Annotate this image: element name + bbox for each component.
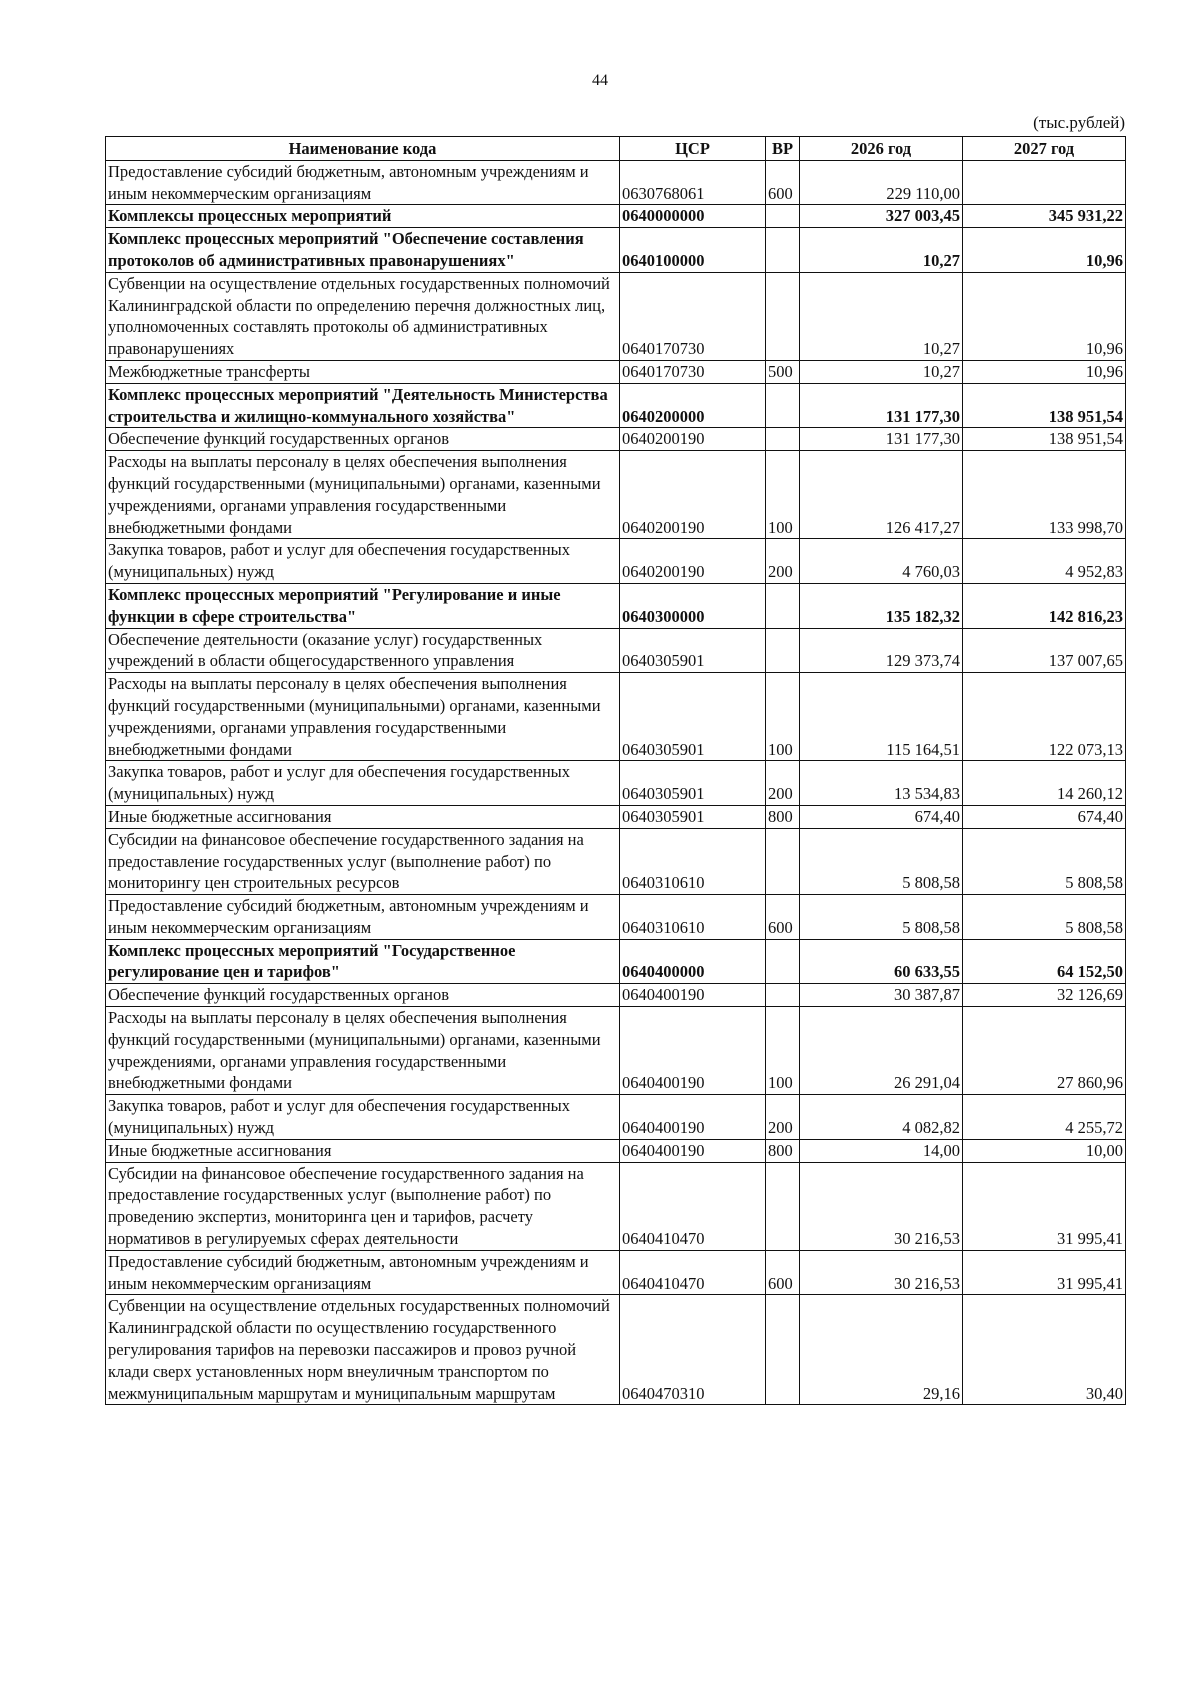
- cell-csr: 0640200190: [620, 539, 766, 584]
- cell-2027: 137 007,65: [963, 628, 1126, 673]
- cell-name: Расходы на выплаты персоналу в целях обеспечения выполнения функций государственными (муниципальными) органами, казенными учреждениями, органами управления государственными внебюджетными фондами: [106, 451, 620, 539]
- cell-csr: 0640000000: [620, 205, 766, 228]
- table-row: [106, 428, 1126, 451]
- cell-csr: 0640470310: [620, 1295, 766, 1405]
- cell-csr: 0640200190: [620, 428, 766, 451]
- cell-2026: 30 387,87: [800, 984, 963, 1007]
- cell-vr: 100: [766, 451, 800, 539]
- cell-csr: 0640410470: [620, 1162, 766, 1250]
- cell-2026: 60 633,55: [800, 939, 963, 984]
- cell-2027: 10,96: [963, 228, 1126, 273]
- cell-name: Субвенции на осуществление отдельных государственных полномочий Калининградской области по осуществлению государственного регулирования тарифов на перевозки пассажиров и провоз ручной клади сверх установленных норм внеуличным транспортом по межмуниципальным маршрутам и муниципальным маршрутам: [106, 1295, 620, 1405]
- cell-2027: 64 152,50: [963, 939, 1126, 984]
- cell-vr: [766, 272, 800, 360]
- table-row: [106, 984, 1126, 1007]
- cell-name: Комплекс процессных мероприятий "Регулирование и иные функции в сфере строительства": [106, 583, 620, 628]
- cell-2026: 327 003,45: [800, 205, 963, 228]
- cell-2027: 14 260,12: [963, 761, 1126, 806]
- cell-vr: 200: [766, 1095, 800, 1140]
- cell-name: Закупка товаров, работ и услуг для обеспечения государственных (муниципальных) нужд: [106, 1095, 620, 1140]
- cell-2027: 674,40: [963, 805, 1126, 828]
- cell-2027: 32 126,69: [963, 984, 1126, 1007]
- table-row: [106, 761, 1126, 806]
- cell-vr: 800: [766, 1139, 800, 1162]
- cell-name: Предоставление субсидий бюджетным, автономным учреждениям и иным некоммерческим организациям: [106, 895, 620, 940]
- cell-2026: 10,27: [800, 360, 963, 383]
- cell-vr: 200: [766, 539, 800, 584]
- cell-name: Обеспечение функций государственных органов: [106, 984, 620, 1007]
- cell-2026: 126 417,27: [800, 451, 963, 539]
- cell-2026: 674,40: [800, 805, 963, 828]
- cell-name: Субсидии на финансовое обеспечение государственного задания на предоставление государственных услуг (выполнение работ) по мониторингу цен строительных ресурсов: [106, 828, 620, 894]
- cell-vr: 500: [766, 360, 800, 383]
- cell-vr: [766, 428, 800, 451]
- table-row: [106, 1095, 1126, 1140]
- cell-2026: 10,27: [800, 228, 963, 273]
- table-row: [106, 1007, 1126, 1095]
- cell-csr: 0640170730: [620, 272, 766, 360]
- table-row: [106, 895, 1126, 940]
- cell-csr: 0640305901: [620, 761, 766, 806]
- cell-2026: 129 373,74: [800, 628, 963, 673]
- cell-name: Предоставление субсидий бюджетным, автономным учреждениям и иным некоммерческим организациям: [106, 160, 620, 205]
- header-2027: 2027 год: [963, 137, 1126, 161]
- table-row: [106, 1162, 1126, 1250]
- table-row: [106, 272, 1126, 360]
- cell-2027: 4 952,83: [963, 539, 1126, 584]
- cell-csr: 0640400190: [620, 984, 766, 1007]
- cell-csr: 0640310610: [620, 895, 766, 940]
- cell-2026: 5 808,58: [800, 828, 963, 894]
- cell-name: Обеспечение функций государственных органов: [106, 428, 620, 451]
- budget-table: [105, 136, 1126, 1405]
- table-row: [106, 160, 1126, 205]
- table-row: [106, 383, 1126, 428]
- cell-name: Субсидии на финансовое обеспечение государственного задания на предоставление государственных услуг (выполнение работ) по проведению экспертиз, мониторинга цен и тарифов, расчету нормативов в регулируемых сферах деятельности: [106, 1162, 620, 1250]
- table-row: [106, 628, 1126, 673]
- cell-name: Комплексы процессных мероприятий: [106, 205, 620, 228]
- table-row: [106, 828, 1126, 894]
- cell-vr: [766, 1162, 800, 1250]
- table-header-row: [106, 137, 1126, 161]
- units-label: (тыс.рублей): [1033, 113, 1125, 132]
- cell-name: Субвенции на осуществление отдельных государственных полномочий Калининградской области по определению перечня должностных лиц, уполномоченных составлять протоколы об административных правонарушениях: [106, 272, 620, 360]
- cell-csr: 0640400190: [620, 1139, 766, 1162]
- header-vr: ВР: [766, 137, 800, 161]
- table-row: [106, 228, 1126, 273]
- cell-2027: 142 816,23: [963, 583, 1126, 628]
- cell-vr: [766, 228, 800, 273]
- table-row: [106, 1295, 1126, 1405]
- cell-csr: 0640305901: [620, 628, 766, 673]
- cell-csr: 0640400000: [620, 939, 766, 984]
- cell-2026: 10,27: [800, 272, 963, 360]
- cell-vr: [766, 828, 800, 894]
- table-row: [106, 360, 1126, 383]
- cell-2026: 135 182,32: [800, 583, 963, 628]
- cell-csr: 0640400190: [620, 1095, 766, 1140]
- cell-2027: 31 995,41: [963, 1162, 1126, 1250]
- cell-name: Комплекс процессных мероприятий "Государственное регулирование цен и тарифов": [106, 939, 620, 984]
- cell-2027: 5 808,58: [963, 828, 1126, 894]
- header-name: Наименование кода: [106, 137, 620, 161]
- cell-2027: 10,96: [963, 272, 1126, 360]
- cell-vr: 100: [766, 673, 800, 761]
- cell-2027: 5 808,58: [963, 895, 1126, 940]
- cell-name: Комплекс процессных мероприятий "Деятельность Министерства строительства и жилищно-коммунального хозяйства": [106, 383, 620, 428]
- cell-2027: 138 951,54: [963, 428, 1126, 451]
- cell-2026: 229 110,00: [800, 160, 963, 205]
- cell-csr: 0640300000: [620, 583, 766, 628]
- cell-csr: 0640310610: [620, 828, 766, 894]
- cell-2027: 27 860,96: [963, 1007, 1126, 1095]
- cell-2027: 133 998,70: [963, 451, 1126, 539]
- cell-vr: 600: [766, 1250, 800, 1295]
- cell-2027: [963, 160, 1126, 205]
- cell-2026: 4 082,82: [800, 1095, 963, 1140]
- cell-csr: 0640200000: [620, 383, 766, 428]
- cell-2026: 5 808,58: [800, 895, 963, 940]
- cell-vr: 600: [766, 895, 800, 940]
- cell-name: Закупка товаров, работ и услуг для обеспечения государственных (муниципальных) нужд: [106, 539, 620, 584]
- cell-csr: 0640305901: [620, 673, 766, 761]
- cell-csr: 0640305901: [620, 805, 766, 828]
- cell-vr: [766, 939, 800, 984]
- cell-2027: 31 995,41: [963, 1250, 1126, 1295]
- cell-vr: 800: [766, 805, 800, 828]
- cell-name: Закупка товаров, работ и услуг для обеспечения государственных (муниципальных) нужд: [106, 761, 620, 806]
- cell-csr: 0640100000: [620, 228, 766, 273]
- cell-2026: 26 291,04: [800, 1007, 963, 1095]
- cell-csr: 0640200190: [620, 451, 766, 539]
- cell-vr: [766, 383, 800, 428]
- cell-2026: 13 534,83: [800, 761, 963, 806]
- cell-2027: 30,40: [963, 1295, 1126, 1405]
- table-body: [106, 160, 1126, 1405]
- cell-2026: 14,00: [800, 1139, 963, 1162]
- table-row: [106, 673, 1126, 761]
- cell-2026: 115 164,51: [800, 673, 963, 761]
- cell-name: Комплекс процессных мероприятий "Обеспечение составления протоколов об административных правонарушениях": [106, 228, 620, 273]
- cell-2027: 138 951,54: [963, 383, 1126, 428]
- cell-name: Предоставление субсидий бюджетным, автономным учреждениям и иным некоммерческим организациям: [106, 1250, 620, 1295]
- page-number: 44: [592, 72, 608, 89]
- table-row: [106, 583, 1126, 628]
- table-row: [106, 1250, 1126, 1295]
- table-row: [106, 539, 1126, 584]
- cell-2027: 10,96: [963, 360, 1126, 383]
- cell-2027: 10,00: [963, 1139, 1126, 1162]
- table-row: [106, 939, 1126, 984]
- header-csr: ЦСР: [620, 137, 766, 161]
- cell-2026: 30 216,53: [800, 1250, 963, 1295]
- header-2026: 2026 год: [800, 137, 963, 161]
- cell-csr: 0640400190: [620, 1007, 766, 1095]
- cell-vr: [766, 984, 800, 1007]
- table-row: [106, 451, 1126, 539]
- cell-name: Обеспечение деятельности (оказание услуг) государственных учреждений в области общегосударственного управления: [106, 628, 620, 673]
- cell-2027: 4 255,72: [963, 1095, 1126, 1140]
- cell-vr: [766, 1295, 800, 1405]
- table-row: [106, 1139, 1126, 1162]
- cell-2026: 131 177,30: [800, 383, 963, 428]
- cell-vr: [766, 205, 800, 228]
- cell-2026: 4 760,03: [800, 539, 963, 584]
- cell-vr: 100: [766, 1007, 800, 1095]
- cell-csr: 0640170730: [620, 360, 766, 383]
- cell-csr: 0640410470: [620, 1250, 766, 1295]
- table-row: [106, 205, 1126, 228]
- cell-vr: 600: [766, 160, 800, 205]
- cell-name: Расходы на выплаты персоналу в целях обеспечения выполнения функций государственными (муниципальными) органами, казенными учреждениями, органами управления государственными внебюджетными фондами: [106, 673, 620, 761]
- cell-name: Иные бюджетные ассигнования: [106, 1139, 620, 1162]
- cell-vr: [766, 583, 800, 628]
- cell-name: Иные бюджетные ассигнования: [106, 805, 620, 828]
- cell-2026: 131 177,30: [800, 428, 963, 451]
- cell-2027: 345 931,22: [963, 205, 1126, 228]
- cell-2026: 29,16: [800, 1295, 963, 1405]
- cell-csr: 0630768061: [620, 160, 766, 205]
- cell-vr: [766, 628, 800, 673]
- cell-name: Межбюджетные трансферты: [106, 360, 620, 383]
- cell-vr: 200: [766, 761, 800, 806]
- cell-name: Расходы на выплаты персоналу в целях обеспечения выполнения функций государственными (муниципальными) органами, казенными учреждениями, органами управления государственными внебюджетными фондами: [106, 1007, 620, 1095]
- cell-2027: 122 073,13: [963, 673, 1126, 761]
- table-row: [106, 805, 1126, 828]
- cell-2026: 30 216,53: [800, 1162, 963, 1250]
